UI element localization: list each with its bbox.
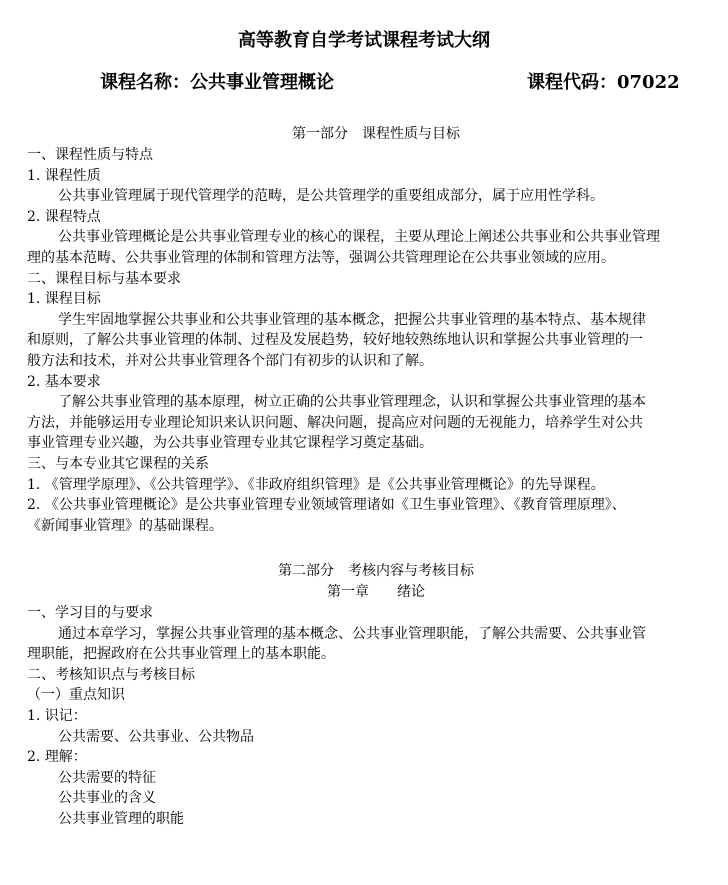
part1-line: 了解公共事业管理的基本原理，树立正确的公共事业管理理念，认识和掌握公共事业管理的基本 (58, 394, 646, 411)
part1-line: 公共事业管理属于现代管理学的范畴，是公共管理学的重要组成部分，属于应用性学科。 (58, 188, 604, 205)
part2-line: 1. 识记： (27, 707, 87, 724)
part2-line: 公共事业的含义 (58, 790, 156, 807)
part1-line: 1. 《管理学原理》、《公共管理学》、《非政府组织管理》是《公共事业管理概论》的先导课程。 (27, 476, 605, 493)
part2-line: 2. 理解： (27, 749, 87, 766)
part2-line: （一）重点知识 (27, 687, 125, 704)
course-name: 课程名称：公共事业管理概论 (100, 72, 334, 93)
document-title: 高等教育自学考试课程考试大纲 (238, 30, 490, 51)
part1-line: 和原则，了解公共事业管理的体制、过程及发展趋势，较好地较熟练地认识和掌握公共事业管理的一 (27, 332, 643, 349)
course-code: 课程代码：07022 (527, 72, 680, 93)
part1-line: 一、课程性质与特点 (27, 147, 153, 163)
part1-line: 学生牢固地掌握公共事业和公共事业管理的基本概念，把握公共事业管理的基本特点、基本规律 (58, 311, 646, 328)
part1-line: 事业管理专业兴趣，为公共事业管理专业其它课程学习奠定基础。 (27, 435, 433, 452)
chapter-title: 第一章 绪论 (327, 584, 425, 600)
part2-line: 理职能，把握政府在公共事业管理上的基本职能。 (27, 646, 335, 663)
part2-line: 公共事业管理的职能 (58, 810, 184, 827)
part2-line: 公共需要的特征 (58, 769, 156, 786)
part1-line: 公共事业管理概论是公共事业管理专业的核心的课程，主要从理论上阐述公共事业和公共事业管理 (58, 229, 660, 246)
part1-line: 1. 课程性质 (27, 167, 101, 184)
part1-line: 2. 课程特点 (27, 208, 101, 225)
part1-line: 般方法和技术，并对公共事业管理各个部门有初步的认识和了解。 (27, 352, 433, 369)
part2-line: 公共需要、公共事业、公共物品 (58, 728, 254, 745)
part1-line: 方法，并能够运用专业理论知识来认识问题、解决问题，提高应对问题的无视能力，培养学生对公共 (27, 414, 643, 431)
part1-line: 2. 基本要求 (27, 373, 101, 390)
part1-line: 1. 课程目标 (27, 291, 101, 308)
part2-line: 一、学习目的与要求 (27, 605, 153, 621)
part1-title: 第一部分 课程性质与目标 (292, 126, 460, 142)
part1-content (27, 145, 728, 536)
part2-title: 第二部分 考核内容与考核目标 (278, 563, 474, 579)
part1-line: 二、课程目标与基本要求 (27, 270, 181, 287)
part2-line: 通过本章学习，掌握公共事业管理的基本概念、公共事业管理职能，了解公共需要、公共事业管 (58, 625, 646, 642)
part1-line: 理的基本范畴、公共事业管理的体制和管理方法等，强调公共管理理论在公共事业领域的应用。 (27, 249, 615, 266)
part2-line: 二、考核知识点与考核目标 (27, 666, 195, 683)
part1-line: 三、与本专业其它课程的关系 (27, 455, 209, 472)
part2-content (27, 603, 728, 830)
part1-line: 《新闻事业管理》的基础课程。 (27, 517, 223, 534)
part1-line: 2. 《公共事业管理概论》是公共事业管理专业领域管理诸如《卫生事业管理》、《教育管理原理》、 (27, 497, 626, 514)
